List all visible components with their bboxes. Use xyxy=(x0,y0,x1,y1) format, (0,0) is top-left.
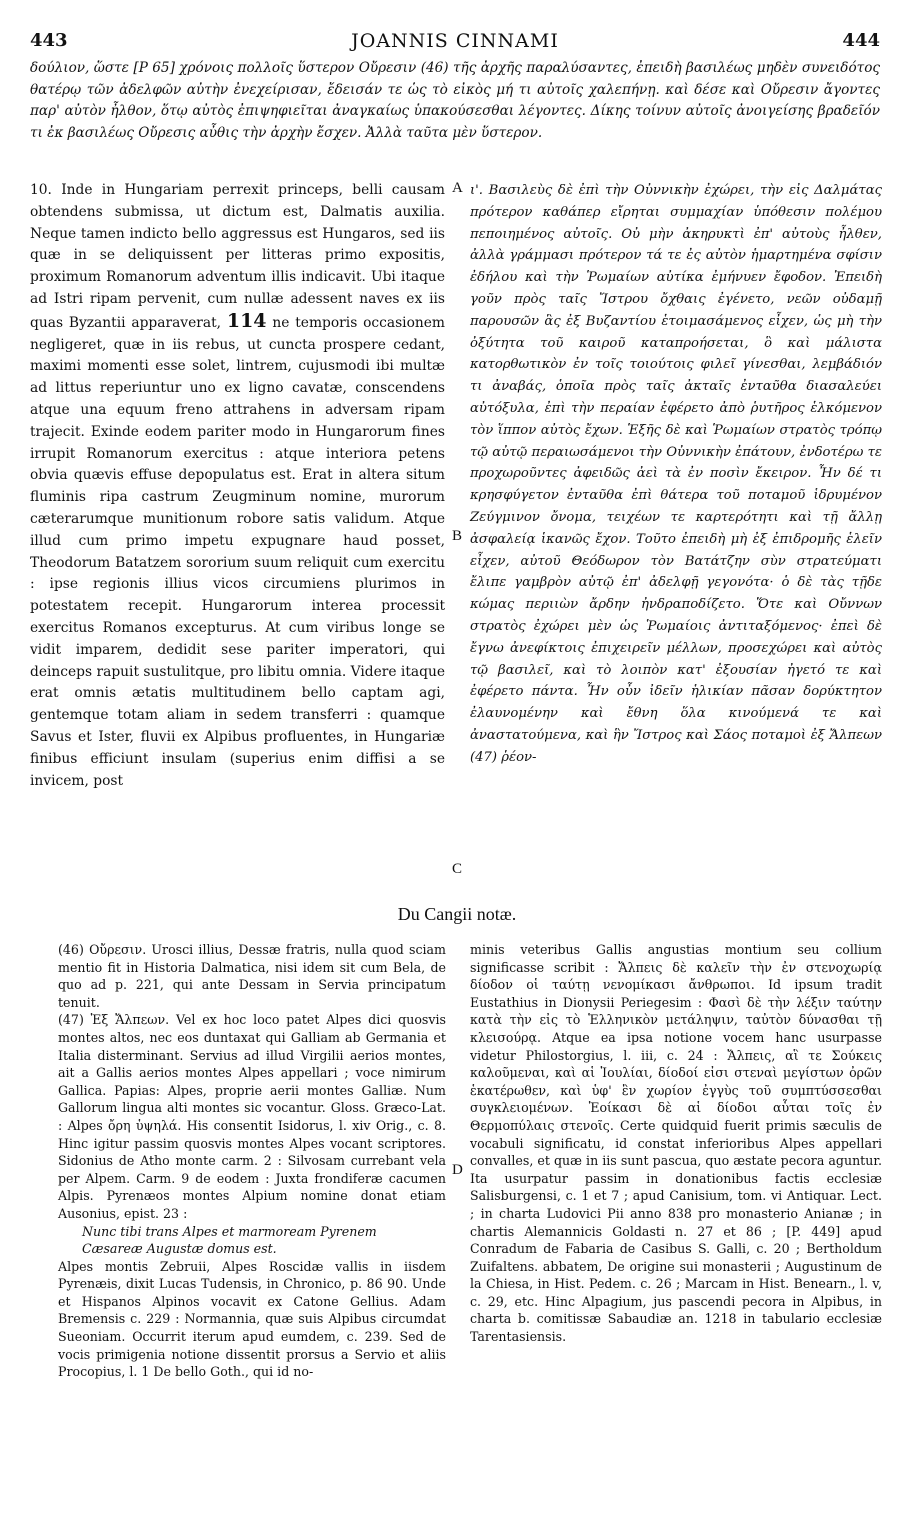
section-marker-b: B xyxy=(452,528,463,544)
margin-page-number: 114 xyxy=(226,309,267,332)
latin-text-part1: 10. Inde in Hungariam perrexit princeps, belli causam obtendens submissa, ut dictum est, Dalmatis auxilia. Neque tamen indicto bello aggressus est Hungaros, sed iis quæ in se deliquissent per litteras primo expositis, proximum Romanorum adventum illis indicavit. Ubi itaque ad Istri ripam pervenit, cum nullæ adessent naves ex iis quas Byzantii apparaverat, xyxy=(30,182,445,331)
greek-continuation-text: δούλιον, ὥστε [P 65] χρόνοις πολλοῖς ὕστερον Οὔρεσιν (46) τῆς ἀρχῆς παραλύσαντες, ἐπειδὴ βασιλέως μηδὲν συνειδότος θατέρῳ τῶν ἀδελφῶν αὐτὴν ἐνεχείρισαν, ἔδεισάν τε ὡς τὸ εἰκὸς μή τι αὐτοῖς χαλεπήνῃ. καὶ δέσε καὶ Οὔρεσιν ἄγοντες παρ' αὐτὸν ἦλθον, ὅτῳ αὐτὸς ἐπιψηφιεῖται ἀναγκαίως ὑπακούσεσθαι λέγοντες. Δίκης τοίνυν αὐτοῖς ἀνοιγείσης βραδεῖόν τι ἐκ βασιλέως Οὔρεσις αὖθις τὴν ἀρχὴν ἔσχεν. Ἀλλὰ ταῦτα μὲν ὕστερον. xyxy=(30,60,880,141)
latin-column xyxy=(30,180,445,792)
greek-column xyxy=(470,180,882,769)
notes-left-column xyxy=(58,941,446,1381)
note-46: (46) Οὔρεσιν. Urosci illius, Dessæ fratris, nulla quod sciam mentio fit in Historia Dalmatica, nisi idem sit cum Bela, de quo ad p. 221, qui ante Dessam in Servia principatum tenuit. xyxy=(58,942,446,1010)
notes-heading: Du Cangii notæ. xyxy=(397,904,517,924)
note-47-continued: Alpes montis Zebruii, Alpes Roscidæ vallis in iisdem Pyrenæis, dixit Lucas Tudensis, in Chronico, p. 86 90. Unde et Hispanos Alpinos vocavit ex Catone Gellius. Adam Bremensis c. 229 : Normannia, quæ suis Alpibus circumdat Sueoniam. Occurrit iterum apud eumdem, c. 239. Sed de vocis primigenia notione dissentit prorsus a Servio et aliis Procopius, l. 1 De bello Goth., qui id no- xyxy=(58,1258,446,1380)
latin-text-part2: ne temporis occasionem negligeret, quæ in iis rebus, ut cuncta prospere cedant, maximi momenti esse solet, lintrem, cujusmodi ibi multæ ad littus reperiuntur uno ex ligno cavatæ, conscendens atque una equum freno attrahens in adversam ripam trajecit. Exinde eodem pariter modo in Hungarorum fines irrupit Romanorum exercitus : atque interiora petens obvia quævis effuse depopulatus est. Erat in altera situm fluminis ripa castrum Zeugminum nomine, murorum cæterarumque munitionum robore satis validum. Atque illud cum primo impetu expugnare haud posset, Theodorum Batatzem sororium suum reliquit cum exercitu : ipse regionis illius vicos circumiens plurimos in potestatem recepit. Hungarorum interea processit exercitus Romanos excepturus. At cum viribus longe se vidit imparem, dedidit sese pariter imperatori, qui deinceps rapuit sustulitque, pro libitu omnia. Videre itaque erat omnis ætatis multitudinem bello captam agi, gentemque totam aliam in sedem transferri : quamque Savus et Ister, fluvii ex Alpibus profluentes, in Hungariæ finibus efficiunt insulam (superius enim diffisi a se invicem, post xyxy=(30,314,446,789)
page-number-right: 444 xyxy=(842,30,880,51)
section-marker-a: A xyxy=(452,180,463,196)
running-title: JOANNIS CINNAMI xyxy=(351,30,559,52)
note-47-right-continuation: minis veteribus Gallis angustias montium seu collium significasse scribit : Ἄλπεις δὲ καλεῖν τὴν ἐν στενοχωρίᾳ δίοδον οἱ ταύτῃ νενομίκασι ἄνθρωποι. Id ipsum tradit Eustathius in Dionysii Periegesim : Φασὶ δὲ τὴν λέξιν ταύτην κατὰ τὴν εἰς τὸ Ἑλληνικὸν μετάληψιν, ταὐτὸν δύνασθαι τῇ κλεισούρᾳ. Atque ea ipsa notione vocem hanc usurpasse videtur Philostorgius, l. iii, c. 24 : Ἄλπεις, αἳ τε Σούκεις καλοῦμεναι, καὶ αἱ Ἰουλίαι, δίοδοί εἰσι στεναὶ μεγίστων ὀρῶν ἑκατέρωθεν, καὶ ὑφ' ἓν χωρίον ἐγγὺς τοῦ συμπτύσσεσθαι συγκλειομένων. Ἐοίκασι δὲ αἱ δίοδοι αὗται τοῖς ἐν Θερμοπύλαις στενοῖς. Certe quidquid fuerit primis sæculis de vocabuli significatu, id constat inferioribus Alpes appellari convalles, et quæ in iis sunt pascua, quo æstate pecora aguntur. Ita usurpatur passim in donationibus factis ecclesiæ Salisburgensi, c. 1 et 7 ; apud Canisium, tom. vi Antiquar. Lect. ; in charta Ludovici Pii anno 838 pro monasterio Anianæ ; in chartis Alemannicis Goldasti n. 27 et 86 ; [P. 449] apud Conradum de Fabaria de Casibus S. Galli, c. 20 ; Bertholdum Zuifaltens. abbatem, De origine sui monasterii ; Augustinum de la Chiesa, in Hist. Pedem. c. 26 ; Marcam in Hist. Benearn., l. v, c. 29, etc. Hinc Alpagium, jus pascendi pecora in Alpibus, in charta b. comitissæ Sabaudiæ an. 1218 in tabulario ecclesiæ Tarentasiensis. xyxy=(470,942,882,1345)
latin-paragraph xyxy=(30,180,445,792)
section-marker-d: D xyxy=(452,1162,463,1178)
greek-paragraph: ι'. Βασιλεὺς δὲ ἐπὶ τὴν Οὐννικὴν ἐχώρει, τὴν εἰς Δαλμάτας πρότερον καθάπερ εἴρηται συμμαχίαν ὑπόθεσιν πολέμου πεποιημένος αὐτοῖς. Οὐ μὴν ἀκηρυκτὶ ἐπ' αὐτοὺς ἦλθεν, ἀλλὰ γράμμασι πρότερον τά τε ἐς αὐτὸν ἡμαρτημένα σφίσιν ἐδήλου καὶ τὴν Ῥωμαίων αὐτίκα ἐμήνυεν ἔφοδον. Ἐπειδὴ γοῦν πρὸς ταῖς Ἴστρου ὄχθαις ἐγένετο, νεῶν οὐδαμῇ παρουσῶν ἃς ἐξ Βυζαντίου ἑτοιμασάμενος εἶχεν, ὡς μὴ τὴν ὀξύτητα τοῦ καιροῦ καταπροήσεται, ὃ καὶ μάλιστα κατορθωτικὸν ἐν τοῖς τοιούτοις φιλεῖ γίνεσθαι, λεμβάδιόν τι ἀναβάς, ὁποῖα πρὸς ταῖς ἀκταῖς ἐνταῦθα διασαλεύει αὐτόξυλα, ἐπὶ τὴν περαίαν ἐφέρετο ἀπὸ ῥυτῆρος ἑλκόμενον τὸν ἵππον αὐτὸς ἔχων. Ἑξῆς δὲ καὶ Ῥωμαίων στρατὸς τρόπῳ τῷ αὐτῷ περαιωσάμενοι τὴν Οὐννικὴν ἐπάτουν, ἐνδοτέρω τε προχωροῦντες ἀφειδῶς ἀεὶ τὰ ἐν ποσὶν ἔκειρον. Ἦν δέ τι κρησφύγετον ἐνταῦθα ἐπὶ θάτερα τοῦ ποταμοῦ ἱδρυμένον Ζεύγμινον ὄνομα, τειχέων τε καρτερότητι καὶ τῇ ἄλλῃ ἀσφαλείᾳ ἱκανῶς ἔχον. Τοῦτο ἐπειδὴ μὴ ἐξ ἐπιδρομῆς ἑλεῖν εἶχεν, αὐτοῦ Θεόδωρον τὸν Βατάτζην σὺν στρατεύματι ἔλιπε γαμβρὸν αὐτῷ ἐπ' ἀδελφῇ γεγονότα· ὁ δὲ τὰς τῇδε κώμας περιιὼν ἄρδην ἠνδραποδίζετο. Ὅτε καὶ Οὔννων στρατὸς ἐχώρει μὲν ὡς Ῥωμαίοις ἀντιταξόμενος· ἐπεὶ δὲ ἔγνω ἀνεφίκτοις ἐπιχειρεῖν μέλλων, προσεχώρει καὶ αὐτὸς τῷ βασιλεῖ, καὶ τὸ λοιπὸν κατ' ἐξουσίαν ἠγετό τε καὶ ἐφέρετο πάντα. Ἦν οὖν ἰδεῖν ἡλικίαν πᾶσαν δορύκτητον ἐλαυνομένην καὶ ἔθνη ὅλα κινούμενά τε καὶ ἀναστατούμενα, καὶ ἣν Ἴστρος καὶ Σάος ποταμοὶ ἐξ Ἄλπεων (47) ῥέον- xyxy=(470,183,882,765)
running-header xyxy=(30,28,880,56)
verse-line-2: Cæsareæ Augustæ domus est. xyxy=(82,1241,277,1257)
verse-line-1: Nunc tibi trans Alpes et marmoream Pyrenem xyxy=(82,1223,377,1239)
page-number-left: 443 xyxy=(30,30,68,51)
note-47: (47) Ἐξ Ἄλπεων. Vel ex hoc loco patet Alpes dici quosvis montes altos, nec eos duntaxat qui Galliam ab Germania et Italia disterminant. Servius ad illud Virgilii aerios montes, ait a Gallis aerios montes Alpes appellari ; voce nimirum Gallica. Papias: Alpes, proprie aerii montes Galliæ. Num Gallorum lingua alti montes sic vocantur. Gloss. Græco-Lat. : Alpes ὄρη ὑψηλά. His consentit Isidorus, l. xiv Orig., c. 8. Hinc igitur passim quosvis montes Alpes vocant scriptores. Sidonius de Atho monte carm. 2 : Silvosam currebant vela per Alpem. Carm. 9 de eodem : Juxta frondiferæ cacumen Alpis. Pyrenæos montes Alpium nomine donat etiam Ausonius, epist. 23 : xyxy=(58,1012,446,1221)
notes-right-column xyxy=(470,941,882,1346)
section-marker-c: C xyxy=(452,861,463,877)
